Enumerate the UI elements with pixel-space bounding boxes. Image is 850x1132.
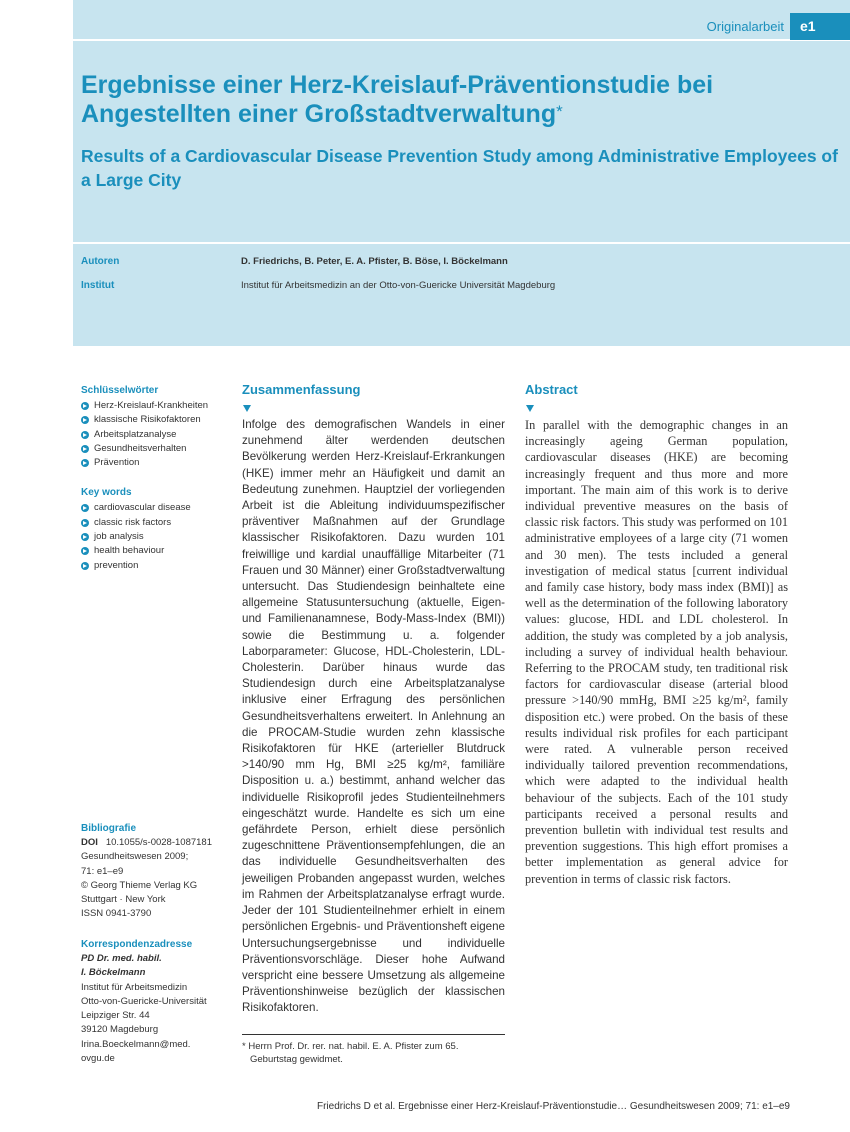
keyword-de: Herz-Kreislauf-Krankheiten (94, 400, 209, 411)
page-number: e1 (790, 13, 850, 40)
keyword-de: Arbeitsplatzanalyse (94, 428, 177, 440)
bullet-arrow-icon (81, 402, 89, 410)
keywords-heading: Key words (81, 487, 132, 499)
institute: Institut für Arbeitsmedizin an der Otto-von-Guericke Universität Magdeburg (241, 280, 556, 291)
zusammenfassung-text: Infolge des demografischen Wandels in einer zunehmend älter werdenden deutschen Bevölkerung werden Herz-Kreislauf-Erkrankungen (HKE) immer mehr an Häufigkeit und damit an Bedeutung zunehmen. Hauptziel der vorliegenden Arbeit ist die Ableitung individuumspezifischer präventiver Maßnahmen auf der Grundlage klassischer Risikofaktoren. Dazu wurden 101 freiwillige und kardial unauffällige Mitarbeiter (71 Frauen und 30 Männer) einer Großstadtverwaltung untersucht. Das Studiendesign beinhaltete eine allgemeine Statusuntersuchung (aktuelle, Eigen- und Familienanamnese, Body-Mass-Index (BMI)) sowie die Bestimmung u. a. folgender Laborparameter: Glucose, HDL-Cholesterin, LDL-Cholesterin. Darüber hinaus wurde das Studiendesign durch eine Arbeitsplatzanalyse inklusive einer Erfragung des persönlichen Gesundheitsverhaltens erweitert. In Anlehnung an die PROCAM-Studie wurden zehn klassische Risikofaktoren für HKE (arterieller Blutdruck >140/90 mm Hg, BMI ≥25 kg/m², familiäre Disposition u. a.) bestimmt, anhand welcher das individuelle Risikoprofil jedes Studienteilnehmers eingeschätzt wurde. Handelte es sich um eine gefährdete Person, erhielt diese persönlich zugeschnittene Präventionsempfehlungen, die an das individuelle Gesundheitsverhalten des jeweiligen Probanden angepasst wurden, welches im Rahmen der Arbeitsplatzanalyse erfragt wurde. Jeder der 101 Studienteilnehmer erhielt in einem persönlichen Ergebnis- und Präventionsheft eigene Untersuchungsergebnisse und individuelle Präventionsvorschläge. Dieser hohe Aufwand verspricht eine bessere Umsetzung als allgemeine Präventionshinweise bezüglich der klassischen Risikofaktoren. (242, 418, 505, 1015)
page-footer: Friedrichs D et al. Ergebnisse einer Herz-Kreislauf-Präventionstudie… Gesundheitswesen 2009; 71: e1–e9 (316, 1101, 790, 1112)
list-item (81, 456, 231, 470)
keyword-de: Gesundheitsverhalten (94, 442, 187, 454)
list-item (81, 428, 231, 442)
list-item (81, 399, 231, 413)
journal: Gesundheitswesen 2009; (81, 851, 189, 863)
bullet-arrow-icon (81, 459, 89, 467)
keywords-list (81, 501, 231, 572)
doi-line (81, 836, 231, 850)
address-line: Otto-von-Guericke-Universität (81, 995, 207, 1007)
correspondence-heading: Korrespondenzadresse (81, 939, 193, 950)
schluesselwoerter-list (81, 399, 231, 470)
list-item (81, 413, 231, 427)
bullet-arrow-icon (81, 445, 89, 453)
correspondence-name: I. Böckelmann (81, 967, 146, 979)
sidebar (81, 384, 231, 1065)
abstract-text: In parallel with the demographic changes in an increasingly ageing German population, cardiovascular diseases (HKE) are becoming increasingly frequent and thus more and more important. The main aim of this work is to derive individual preventive measures on the basis of classic risk factors. This study was performed on 101 administrative employees of a large city (71 women and 30 men). The tests included a general investigation of medical status [current individual and family case history, body mass index (BMI)] as well as the determination of the following laboratory values: glucose, HDL and LDL cholesterol. In addition, the study was completed by a job analysis, including a survey of individual health behaviour. Referring to the PROCAM study, ten traditional risk factors for cardiovascular disease (arterial blood pressure >140/90 mmHg, BMI ≥25 kg/m², family disposition etc.) were probed. On the basis of these results individual risk profiles for each participant were rated. A vulnerable person received individually tailored prevention recommendations, which were adapted to the individual health behaviour of the subjects. Each of the 101 study participants received a personal results and prevention bulletin with individual test results and prevention suggestions. This high effort promises a better implementation as general advice for prevention in terms of classic risk factors. (525, 418, 788, 886)
list-item (81, 559, 231, 573)
keyword-en: classic risk factors (94, 516, 172, 528)
keyword-en: prevention (94, 559, 139, 571)
email-line: ovgu.de (81, 1053, 115, 1065)
title-german (81, 71, 841, 129)
bibliografie (81, 822, 231, 922)
triangle-down-icon (526, 405, 534, 412)
authors-label: Autoren (81, 256, 120, 267)
zusammenfassung-column (242, 381, 505, 1017)
institute-label: Institut (81, 280, 115, 291)
correspondence-title: PD Dr. med. habil. (81, 953, 162, 964)
bullet-arrow-icon (81, 416, 89, 424)
keyword-en: cardiovascular disease (94, 502, 191, 514)
address-line: Institut für Arbeitsmedizin (81, 981, 188, 993)
address-line: 39120 Magdeburg (81, 1024, 159, 1036)
bullet-arrow-icon (81, 504, 89, 512)
list-item (81, 442, 231, 456)
bullet-arrow-icon (81, 431, 89, 439)
bullet-arrow-icon (81, 519, 89, 527)
keyword-de: Prävention (94, 457, 140, 469)
address-line: Leipziger Str. 44 (81, 1010, 150, 1022)
title-german-text: Ergebnisse einer Herz-Kreislauf-Präventionstudie bei Angestellten einer Großstadtverwaltung (81, 71, 714, 128)
issn: ISSN 0941-3790 (81, 908, 152, 920)
section-label: Originalarbeit (706, 19, 784, 34)
keyword-en: job analysis (94, 531, 144, 543)
triangle-down-icon (243, 405, 251, 412)
copyright: © Georg Thieme Verlag KG (81, 879, 198, 891)
title-english: Results of a Cardiovascular Disease Prevention Study among Administrative Employees of a Large City (81, 146, 838, 190)
list-item (81, 544, 231, 558)
authors: D. Friedrichs, B. Peter, E. A. Pfister, B. Böse, I. Böckelmann (241, 256, 508, 267)
bullet-arrow-icon (81, 533, 89, 541)
list-item (81, 516, 231, 530)
list-item (81, 530, 231, 544)
bibliografie-heading: Bibliografie (81, 823, 137, 834)
abstract-column (525, 381, 788, 887)
meta-band (73, 244, 850, 346)
keyword-en: health behaviour (94, 545, 165, 557)
volume: 71: e1–e9 (81, 865, 124, 877)
correspondence (81, 938, 231, 1066)
doi-label: DOI (81, 837, 98, 848)
schluesselwoerter-heading: Schlüsselwörter (81, 385, 159, 396)
email-line: Irina.Boeckelmann@med. (81, 1038, 191, 1050)
list-item (81, 501, 231, 515)
abstract-heading: Abstract (525, 382, 578, 397)
keyword-de: klassische Risikofaktoren (94, 414, 201, 426)
doi-value: 10.1055/s-0028-1087181 (105, 837, 212, 848)
zusammenfassung-heading: Zusammenfassung (242, 382, 361, 397)
footnote: * Herrn Prof. Dr. rer. nat. habil. E. A. Pfister zum 65. Geburtstag gewidmet. (242, 1041, 459, 1065)
bullet-arrow-icon (81, 547, 89, 555)
publisher-city: Stuttgart · New York (81, 894, 166, 906)
footnote-divider (242, 1034, 505, 1035)
title-footnote-mark: * (556, 102, 563, 121)
bullet-arrow-icon (81, 562, 89, 570)
title-band (73, 41, 850, 242)
